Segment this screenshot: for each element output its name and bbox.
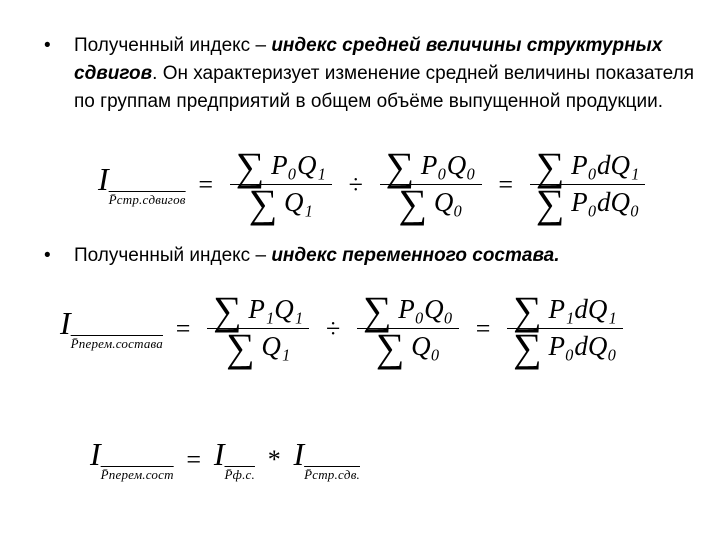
index-symbol: $I_{P̄стр.сдв.}$: [293, 436, 360, 482]
emphasized-term: индекс средней величины структурных сдвигов: [74, 35, 663, 84]
fraction-1: $\frac{\text{∑ P₁Q₁}}{\text{∑ Q₁}}$: [207, 292, 309, 365]
division-sign: ÷: [348, 169, 363, 199]
formula-structural-shift-index: [98, 144, 649, 226]
division-sign: ÷: [325, 313, 341, 343]
equals-sign: =: [475, 313, 491, 343]
fraction-3: $\frac{\text{∑ P₁dQ₁}}{\text{∑ P₀dQ₀}}$: [507, 292, 623, 365]
emphasized-term: индекс переменного состава.: [271, 245, 560, 266]
formula-index-product: [90, 436, 360, 483]
fraction-1: $\frac{\text{∑ P₀Q₁}}{\text{∑ Q₁}}$: [230, 148, 332, 221]
formula-variable-composition-index: [60, 288, 627, 370]
bullet-text-suffix: . Он характеризует изменение средней величины показателя по группам предприятий в общем объёме выпущенной продукции.: [74, 63, 694, 112]
equals-sign: =: [186, 444, 202, 474]
equals-sign: =: [198, 169, 214, 199]
fraction-3: $\frac{\text{∑ P₀dQ₁}}{\text{∑ P₀dQ₀}}$: [530, 148, 646, 221]
bullet-symbol: •: [44, 35, 51, 56]
index-symbol: $I_{P̄перем.сост}$: [90, 436, 174, 482]
bullet-symbol: •: [44, 245, 51, 266]
fraction-2: $\frac{\text{∑ P₀Q₀}}{\text{∑ Q₀}}$: [357, 292, 459, 365]
equals-sign: =: [175, 313, 191, 343]
bullet-text-2: [74, 242, 694, 270]
index-symbol: $I_{P̄ф.с.}$: [213, 436, 255, 482]
bullet-text-1: [74, 32, 694, 116]
multiply-sign: *: [267, 444, 281, 474]
fraction-2: $\frac{\text{∑ P₀Q₀}}{\text{∑ Q₀}}$: [380, 148, 482, 221]
index-symbol: $I_{P̄стр.сдвигов}$: [98, 161, 186, 207]
bullet-text-prefix: Полученный индекс –: [74, 245, 272, 266]
index-symbol: $I_{P̄перем.состава}$: [60, 305, 163, 351]
equals-sign: =: [498, 169, 514, 199]
bullet-text-prefix: Полученный индекс –: [74, 35, 272, 56]
